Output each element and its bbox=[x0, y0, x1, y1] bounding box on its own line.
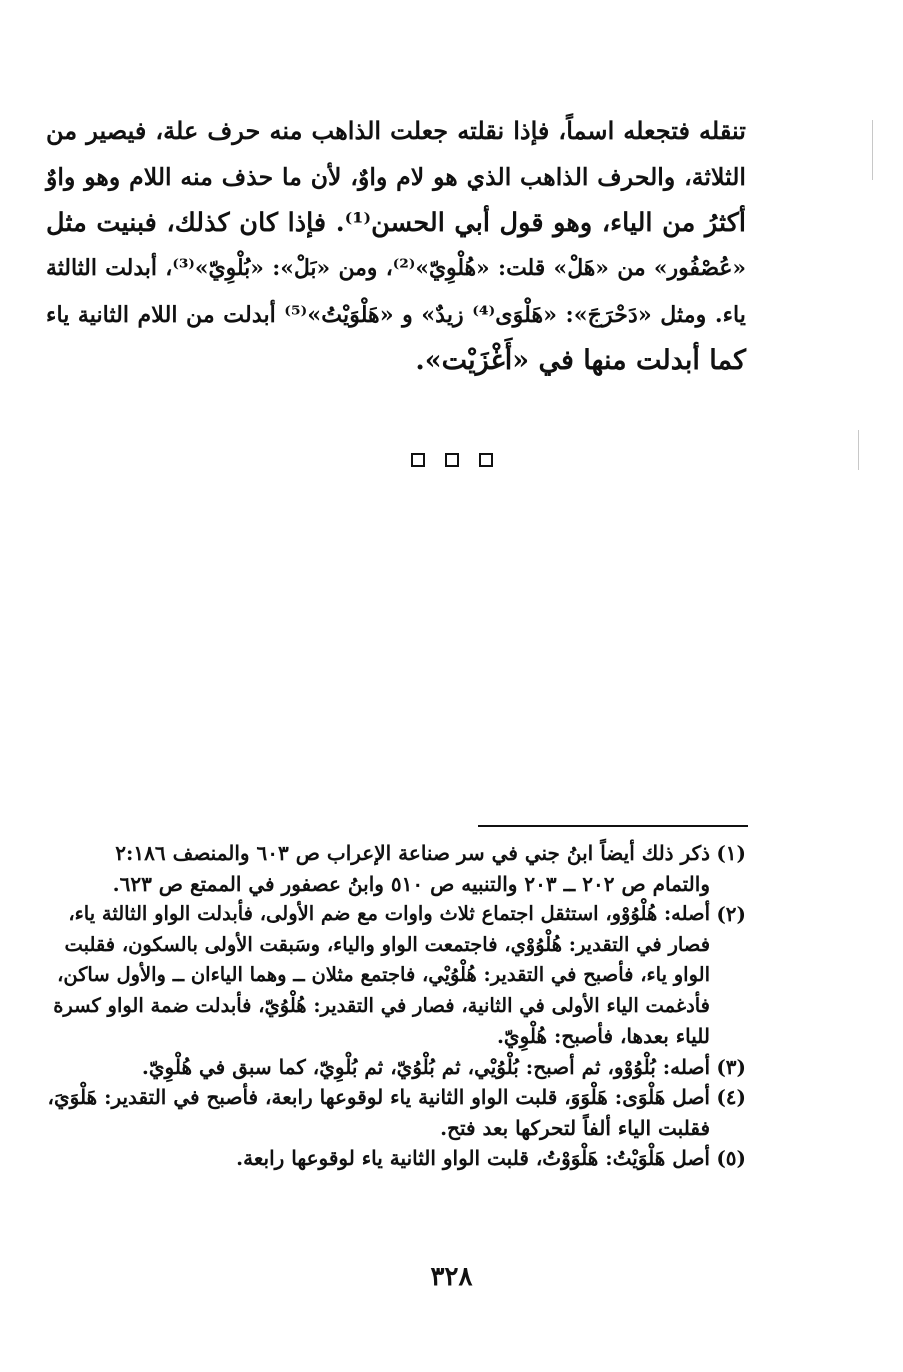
footnote-divider bbox=[478, 825, 748, 827]
main-line: «عُصْفُور» من «هَلْ» قلت: «هُلْوِيّ»⁽²⁾، ومن «بَلْ»: «بُلْوِيّ»⁽³⁾، أبدلت الثالثة bbox=[46, 256, 746, 281]
footnote-line: فقلبت الياء ألفاً لتحركها بعد فتح. bbox=[440, 1115, 710, 1140]
footnote-line: أصل هَلْوَيْتُ: هَلْوَوْتُ، قلبت الواو الثانية ياء لوقوعها رابعة. bbox=[236, 1146, 710, 1170]
footnote-line: أصل هَلْوَى: هَلْوَوَ، قلبت الواو الثانية ياء لوقوعها رابعة، فأصبح في التقدير: هَلْوَيَ، bbox=[47, 1085, 710, 1109]
footnote-line: ذكر ذلك أيضاً ابنُ جني في سر صناعة الإعراب ص ٦٠٣ والمنصف ٢:١٨٦ bbox=[115, 841, 710, 865]
footnote-text bbox=[46, 899, 710, 1052]
separator-square-icon bbox=[479, 453, 493, 467]
scan-artifact bbox=[858, 430, 859, 470]
footnote-text bbox=[46, 1143, 710, 1174]
footnote-line: أصله: بُلْوُوْو، ثم أصبح: بُلْوُيْي، ثم بُلْوُيّ، ثم بُلْوِيّ، كما سبق في هُلْوِيّ. bbox=[141, 1054, 710, 1079]
footnote-line: للياء بعدها، فأصبح: هُلْوِيّ. bbox=[496, 1024, 710, 1048]
footnotes bbox=[46, 838, 746, 1174]
footnote-line: فصار في التقدير: هُلْوُوْي، فاجتمعت الواو والياء، وسَبقت الأولى بالسكون، فقلبت bbox=[64, 932, 710, 956]
footnote-line: والتمام ص ٢٠٢ ــ ٢٠٣ والتنبيه ص ٥١٠ وابنُ عصفور في الممتع ص ٦٢٣. bbox=[112, 871, 710, 896]
footnote-number: (١) bbox=[716, 841, 746, 865]
section-separator bbox=[0, 453, 903, 467]
footnote-text bbox=[46, 1052, 710, 1083]
footnote-line: الواو ياء، فأصبح في التقدير: هُلْوُيْي، فاجتمع مثلان ــ وهما الياءان ــ والأول ساكن، bbox=[57, 963, 710, 986]
main-line: الثلاثة، والحرف الذاهب الذي هو لام واوٌ، لأن ما حذف منه اللام وهو واوٌ bbox=[46, 163, 746, 191]
footnote bbox=[46, 838, 746, 899]
footnote bbox=[46, 1143, 746, 1174]
footnote-number: (٢) bbox=[716, 902, 746, 926]
page-number: ٣٢٨ bbox=[430, 1262, 473, 1292]
main-line: ياء. ومثل «دَحْرَجَ»: «هَلْوَى⁽⁴⁾ زيدٌ» و «هَلْوَيْتُ»⁽⁵⁾ أبدلت من اللام الثانية ياء bbox=[46, 302, 746, 328]
footnote bbox=[46, 899, 746, 1052]
main-line: كما أبدلت منها في «أَغْزَيْت». bbox=[415, 345, 746, 376]
footnote-number: (٥) bbox=[716, 1146, 746, 1170]
footnote-line: فأدغمت الياء الأولى في الثانية، فصار في التقدير: هُلْوُيّ، فأبدلت ضمة الواو كسرة bbox=[53, 993, 710, 1017]
footnote-text bbox=[46, 1082, 710, 1143]
footnote-line: أصله: هُلْوُوْو، استثقل اجتماع ثلاث واوات مع ضم الأولى، فأبدلت الواو الثالثة ياء، bbox=[68, 902, 710, 925]
footnote bbox=[46, 1052, 746, 1083]
footnote-number: (٤) bbox=[716, 1085, 746, 1109]
separator-square-icon bbox=[411, 453, 425, 467]
footnote-number: (٣) bbox=[716, 1054, 746, 1079]
main-line: تنقله فتجعله اسماً، فإذا نقلته جعلت الذاهب منه حرف علة، فيصير من bbox=[46, 116, 746, 145]
footnote bbox=[46, 1082, 746, 1143]
main-line: أكثرُ من الياء، وهو قول أبي الحسن⁽¹⁾. فإذا كان كذلك، فبنيت مثل bbox=[46, 208, 746, 238]
separator-square-icon bbox=[445, 453, 459, 467]
scan-artifact bbox=[872, 120, 873, 180]
footnote-text bbox=[46, 838, 710, 899]
main-paragraph bbox=[46, 108, 746, 384]
